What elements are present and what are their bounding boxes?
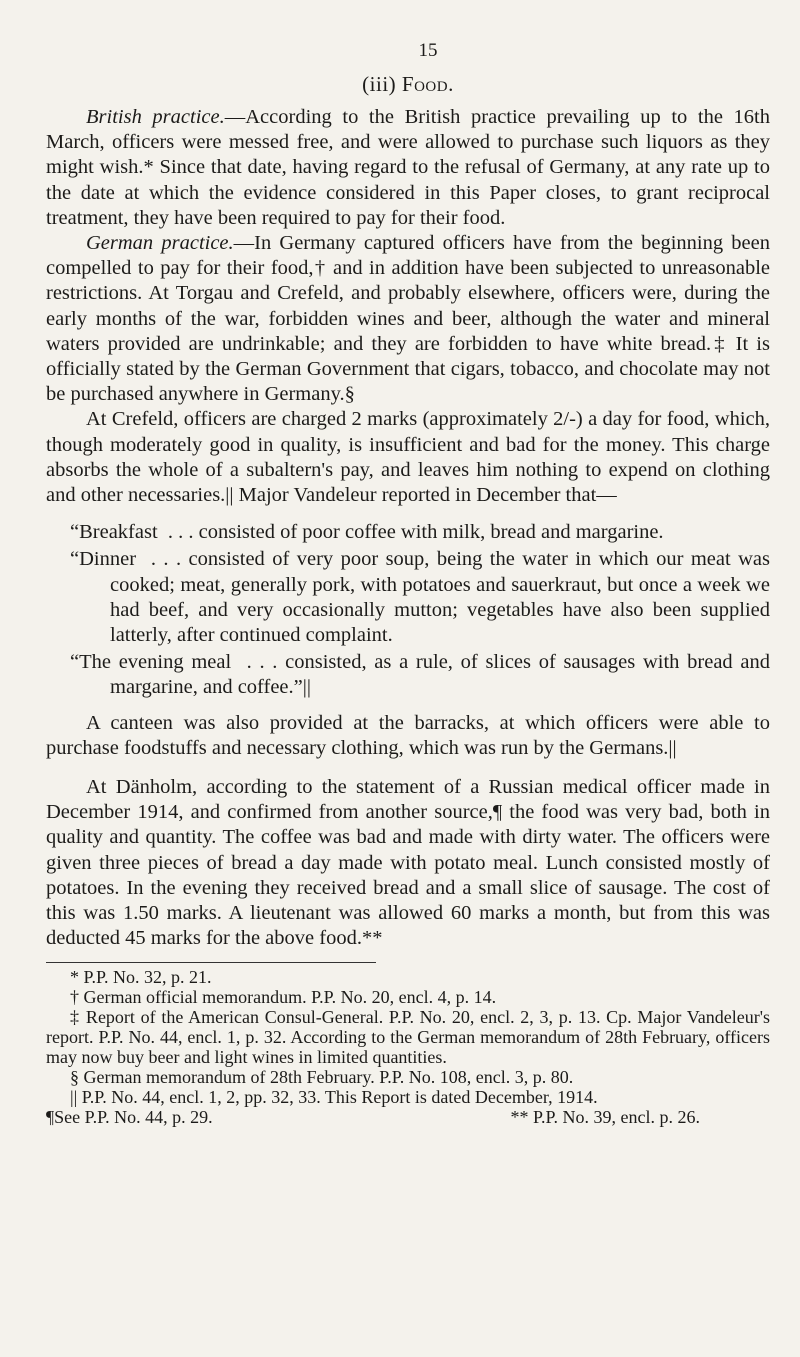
section-numeral: (iii) xyxy=(362,72,397,96)
paragraph-label: British practice. xyxy=(86,106,225,128)
paragraph-danholm: At Dänholm, according to the statement of a Russian medical officer made in December 1914, and confirmed from another source,¶ the food was very bad, both in quality and quantity. The coffee was bad and made with dirty water. The officers were given three pieces of bread a day made with potato meal. Lunch consisted mostly of potatoes. In the evening they received bread and a small slice of sausage. The cost of this was 1.50 marks. A lieutenant was allowed 60 marks a month, but from this was deducted 45 marks for the above food.** xyxy=(46,776,770,950)
paragraph-canteen: A canteen was also provided at the barracks, at which officers were able to purchase foodstuffs and necessary clothing, which was run by the Germans.|| xyxy=(46,711,770,759)
paragraph-label: German practice. xyxy=(86,232,234,255)
meal-text: . . . consisted of poor coffee with milk, bread and margarine. xyxy=(167,521,664,544)
meal-label: “The evening meal xyxy=(70,651,232,674)
paragraph-british-practice xyxy=(46,105,770,231)
footnote-row xyxy=(46,1107,770,1127)
meal-item xyxy=(46,547,770,648)
meal-list xyxy=(46,520,770,700)
paragraph-text: —In Germany captured officers have from the beginning been compelled to pay for their food,† and in addition have been subjected to unreasonable restrictions. At Torgau and Crefeld, and probably elsewhere, officers were, during the early months of the war, forbidden wines and beer, although the water and mineral waters provided are undrinkable; and they are forbidden to have white bread.‡ It is officially stated by the German Government that cigars, tobacco, and chocolate may not be purchased anywhere in Germany.§ xyxy=(46,232,770,406)
footnote: * P.P. No. 32, p. 21. xyxy=(70,966,212,987)
meal-text: . . . consisted, as a rule, of slices of sausages with bread and margarine, and coffee.”|| xyxy=(110,651,770,699)
meal-item xyxy=(46,650,770,700)
section-heading xyxy=(46,72,770,97)
footnote: § German memorandum of 28th February. P.P. No. 108, encl. 3, p. 80. xyxy=(70,1066,574,1087)
footnote: ‡ Report of the American Consul-General. P.P. No. 20, encl. 2, 3, p. 13. Cp. Major Vandeleur's report. P.P. No. 44, encl. 1, p. 32. According to the German memorandum of 28th February, officers may now buy beer and light wines in limited quantities. xyxy=(46,1006,770,1067)
footnotes xyxy=(46,967,770,1127)
page-number: 15 xyxy=(418,40,438,61)
section-title: Food. xyxy=(401,72,454,96)
footnote-divider xyxy=(46,962,376,963)
footnote: ¶See P.P. No. 44, p. 29. xyxy=(46,1106,213,1127)
paragraph-crefeld: At Crefeld, officers are charged 2 marks (approximately 2/-) a day for food, which, though moderately good in quality, is insufficient and bad for the money. This charge absorbs the whole of a subaltern's pay, and leaves him nothing to expend on clothing and other necessaries.|| Major Vandeleur reported in December that— xyxy=(46,408,770,507)
meal-label: “Breakfast xyxy=(70,521,158,544)
paragraph-text: —According to the British practice prevailing up to the 16th March, officers were messed free, and were allowed to purchase such liquors as they might wish.* Since that date, having regard to the refusal of Germany, at any rate up to the date at which the evidence considered in this Paper closes, to grant reciprocal treatment, they have been required to pay for their food. xyxy=(46,106,770,229)
footnote: † German official memorandum. P.P. No. 20, encl. 4, p. 14. xyxy=(70,986,497,1007)
meal-text: . . . consisted of very poor soup, being the water in which our meat was cooked; meat, generally pork, with potatoes and sauerkraut, but once a week we had beef, and very occasionally mutton; vegetables have also been supplied latterly, after continued complaint. xyxy=(110,548,770,647)
meal-label: “Dinner xyxy=(70,548,137,571)
footnote: || P.P. No. 44, encl. 1, 2, pp. 32, 33. This Report is dated December, 1914. xyxy=(70,1086,598,1107)
meal-item xyxy=(46,520,770,545)
paragraph-german-practice xyxy=(46,231,770,407)
footnote: ** P.P. No. 39, encl. p. 26. xyxy=(510,1106,700,1127)
